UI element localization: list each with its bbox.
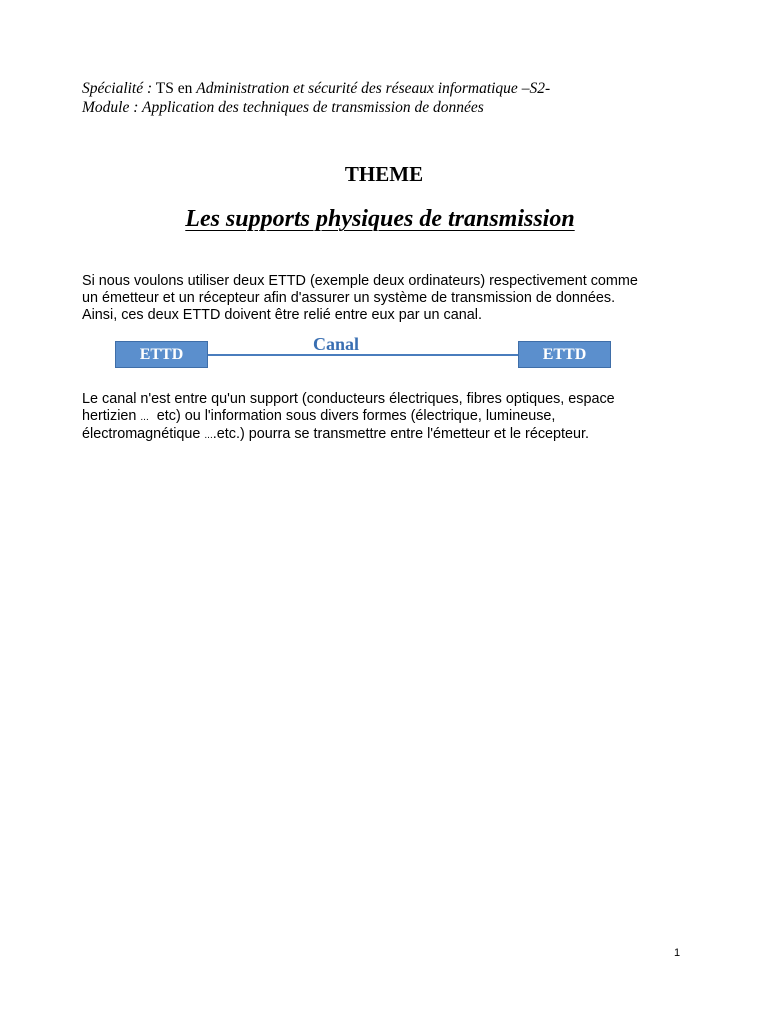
module-line: Module : Application des techniques de transmission de données <box>82 99 484 116</box>
document-title: Les supports physiques de transmission <box>185 206 575 232</box>
channel-line-2-start: hertizien <box>82 408 141 424</box>
intro-paragraph <box>82 273 702 324</box>
specialite-line <box>82 79 702 98</box>
page-number: 1 <box>674 947 681 959</box>
channel-line-3-end: .etc.) pourra se transmettre entre l'émetteur et le récepteur. <box>212 426 590 442</box>
channel-line-1: Le canal n'est entre qu'un support (conducteurs électriques, fibres optiques, espace <box>82 391 615 407</box>
intro-line-1: Si nous voulons utiliser deux ETTD (exemple deux ordinateurs) respectivement comme <box>82 273 638 289</box>
ettd-left-box: ETTD <box>115 341 208 368</box>
channel-diagram <box>115 334 615 374</box>
channel-line-2-end: etc) ou l'information sous divers formes (électrique, lumineuse, <box>148 408 556 424</box>
document-header <box>82 79 702 117</box>
channel-label: Canal <box>312 334 359 354</box>
ellipsis-2: ... <box>204 430 213 441</box>
channel-paragraph <box>82 391 702 444</box>
specialite-label: Spécialité : <box>82 80 153 97</box>
ts-en-text: TS en <box>152 80 197 97</box>
channel-line-2 <box>82 408 702 426</box>
theme-heading: THEME <box>344 162 424 186</box>
ettd-right-box: ETTD <box>518 341 611 368</box>
ellipsis-1: ... <box>140 412 149 423</box>
channel-line-3 <box>82 426 702 444</box>
intro-line-3: Ainsi, ces deux ETTD doivent être relié entre eux par un canal. <box>82 307 482 323</box>
specialite-value: Administration et sécurité des réseaux informatique –S2- <box>196 80 551 97</box>
channel-line-3-start: électromagnétique <box>82 426 205 442</box>
intro-line-2: un émetteur et un récepteur afin d'assurer un système de transmission de données. <box>82 290 616 306</box>
